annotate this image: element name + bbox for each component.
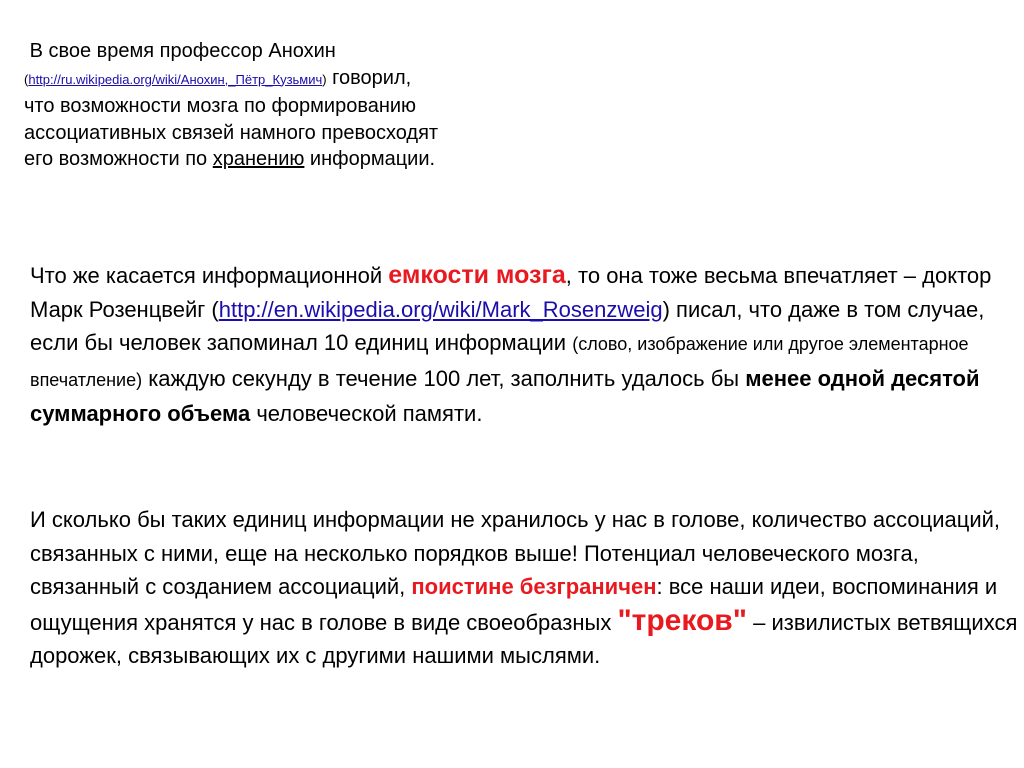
assoc-text-2: : все наши идеи, воспоминания и ощущения хранятся у нас в голове в виде своеобразных <box>30 574 998 635</box>
paragraph-associations <box>30 503 1020 673</box>
paren-close: ) <box>322 71 327 87</box>
anokhin-line-4: ассоциативных связей намного превосходят <box>24 121 439 144</box>
capacity-text-3: ) писал, что даже в том случае, если бы человек запоминал 10 единиц информации <box>30 296 985 355</box>
paren-open: ( <box>24 71 29 87</box>
underlined-word: хранению <box>212 148 305 170</box>
anokhin-text-5b: информации. <box>304 148 436 170</box>
anokhin-line-3: что возможности мозга по формированию <box>24 95 417 117</box>
capacity-text-2: , то она тоже весьма впечатляет – доктор Марк Розенцвейг ( <box>30 263 992 322</box>
emphasis-tracks: "треков" <box>617 603 747 637</box>
anokhin-wiki-link[interactable]: http://ru.wikipedia.org/wiki/Анохин,_Пётр_Кузьмич <box>28 71 323 87</box>
anokhin-text-5a: его возможности по <box>24 148 213 170</box>
anokhin-text-2: говорил, <box>326 66 412 89</box>
emphasis-unlimited: поистине безграничен <box>411 574 657 599</box>
capacity-note: (слово, изображение или другое элементарное впечатление) <box>30 334 969 390</box>
anokhin-line-1 <box>24 38 544 65</box>
assoc-text-3: – извилистых ветвящихся дорожек, связывающих их с другими нашими мыслями. <box>30 609 1018 668</box>
paragraph-anokhin <box>24 38 544 173</box>
capacity-text-5: человеческой памяти. <box>250 401 483 426</box>
emphasis-brain-capacity: емкости мозга <box>388 261 566 289</box>
capacity-text-4: каждую секунду в течение 100 лет, заполнить удалось бы <box>142 365 746 391</box>
anokhin-line-2 <box>24 65 544 94</box>
paragraph-capacity <box>30 259 1020 431</box>
rosenzweig-wiki-link[interactable]: http://en.wikipedia.org/wiki/Mark_Rosenzweig <box>218 296 663 322</box>
emphasis-bold: менее одной десятой суммарного объема <box>30 365 980 426</box>
assoc-text-1: И сколько бы таких единиц информации не хранилось у нас в голове, количество ассоциаций, связанных с ними, еще на несколько порядков выше! Потенциал человеческого мозга, связанный с созданием ассоциаций, <box>30 507 1001 599</box>
capacity-text-1: Что же касается информационной <box>30 263 389 288</box>
anokhin-text-1: В свое время профессор Анохин <box>29 40 336 62</box>
anokhin-line-5 <box>24 146 544 173</box>
